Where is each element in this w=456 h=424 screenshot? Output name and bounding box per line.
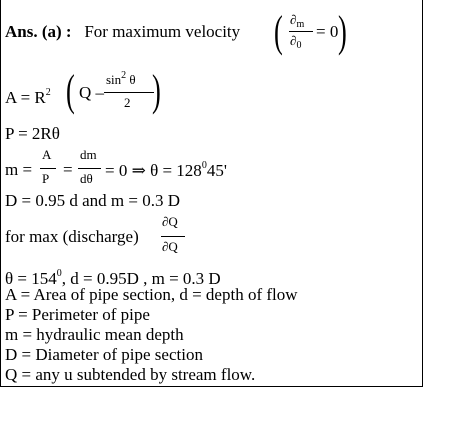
area-numerator: $\sin^2 \theta$ (106, 70, 136, 87)
m-f2-den: dθ (80, 171, 93, 186)
eq-perimeter: P = 2Rθ (5, 124, 60, 143)
discharge-label: for max (discharge) (5, 227, 139, 246)
eq-result: D = 0.95 d and m = 0.3 D (5, 191, 180, 210)
m-rhs: = 0 ⇒ $\theta = 128^045'$ (105, 160, 227, 180)
m-f1-num: A (42, 147, 52, 162)
answer-label: Ans. (a) : (5, 22, 72, 41)
m-eq: = (63, 160, 73, 179)
m-f2-num: dm (80, 147, 97, 162)
area-lhs: $A = R^2$ (5, 87, 51, 107)
area-denominator: 2 (124, 95, 131, 110)
m-f1-bar (40, 168, 56, 169)
discharge-fraction-bar (161, 236, 185, 237)
area-fraction-bar (104, 92, 154, 93)
definition-line: A = Area of pipe section, d = depth of flow (5, 285, 298, 304)
answer-heading (5, 22, 240, 42)
m-f1-den: P (42, 171, 50, 186)
area-q: Q – (79, 83, 105, 102)
cond-rhs: = 0 (316, 22, 339, 41)
discharge-denominator: ∂Q (162, 239, 178, 254)
area-right-paren: ) (152, 66, 161, 115)
summary-line: $\theta = 154^0$, d = 0.95D , m = 0.3 D (5, 268, 221, 288)
definition-line: m = hydraulic mean depth (5, 325, 184, 344)
definition-line: D = Diameter of pipe section (5, 345, 203, 364)
discharge-numerator: ∂Q (162, 214, 178, 229)
definition-line: P = Perimeter of pipe (5, 305, 150, 324)
cond-numerator: $\partial_m$ (290, 12, 305, 30)
answer-intro: For maximum velocity (84, 22, 241, 41)
m-lhs: m = (5, 160, 33, 179)
left-paren: ( (274, 7, 283, 56)
area-left-paren: ( (66, 66, 75, 115)
cond-denominator: $\partial_0$ (290, 33, 302, 51)
cond-fraction-bar (289, 31, 313, 32)
m-f2-bar (78, 168, 101, 169)
right-paren: ) (338, 7, 347, 56)
definition-line: Q = any u subtended by stream flow. (5, 365, 256, 384)
